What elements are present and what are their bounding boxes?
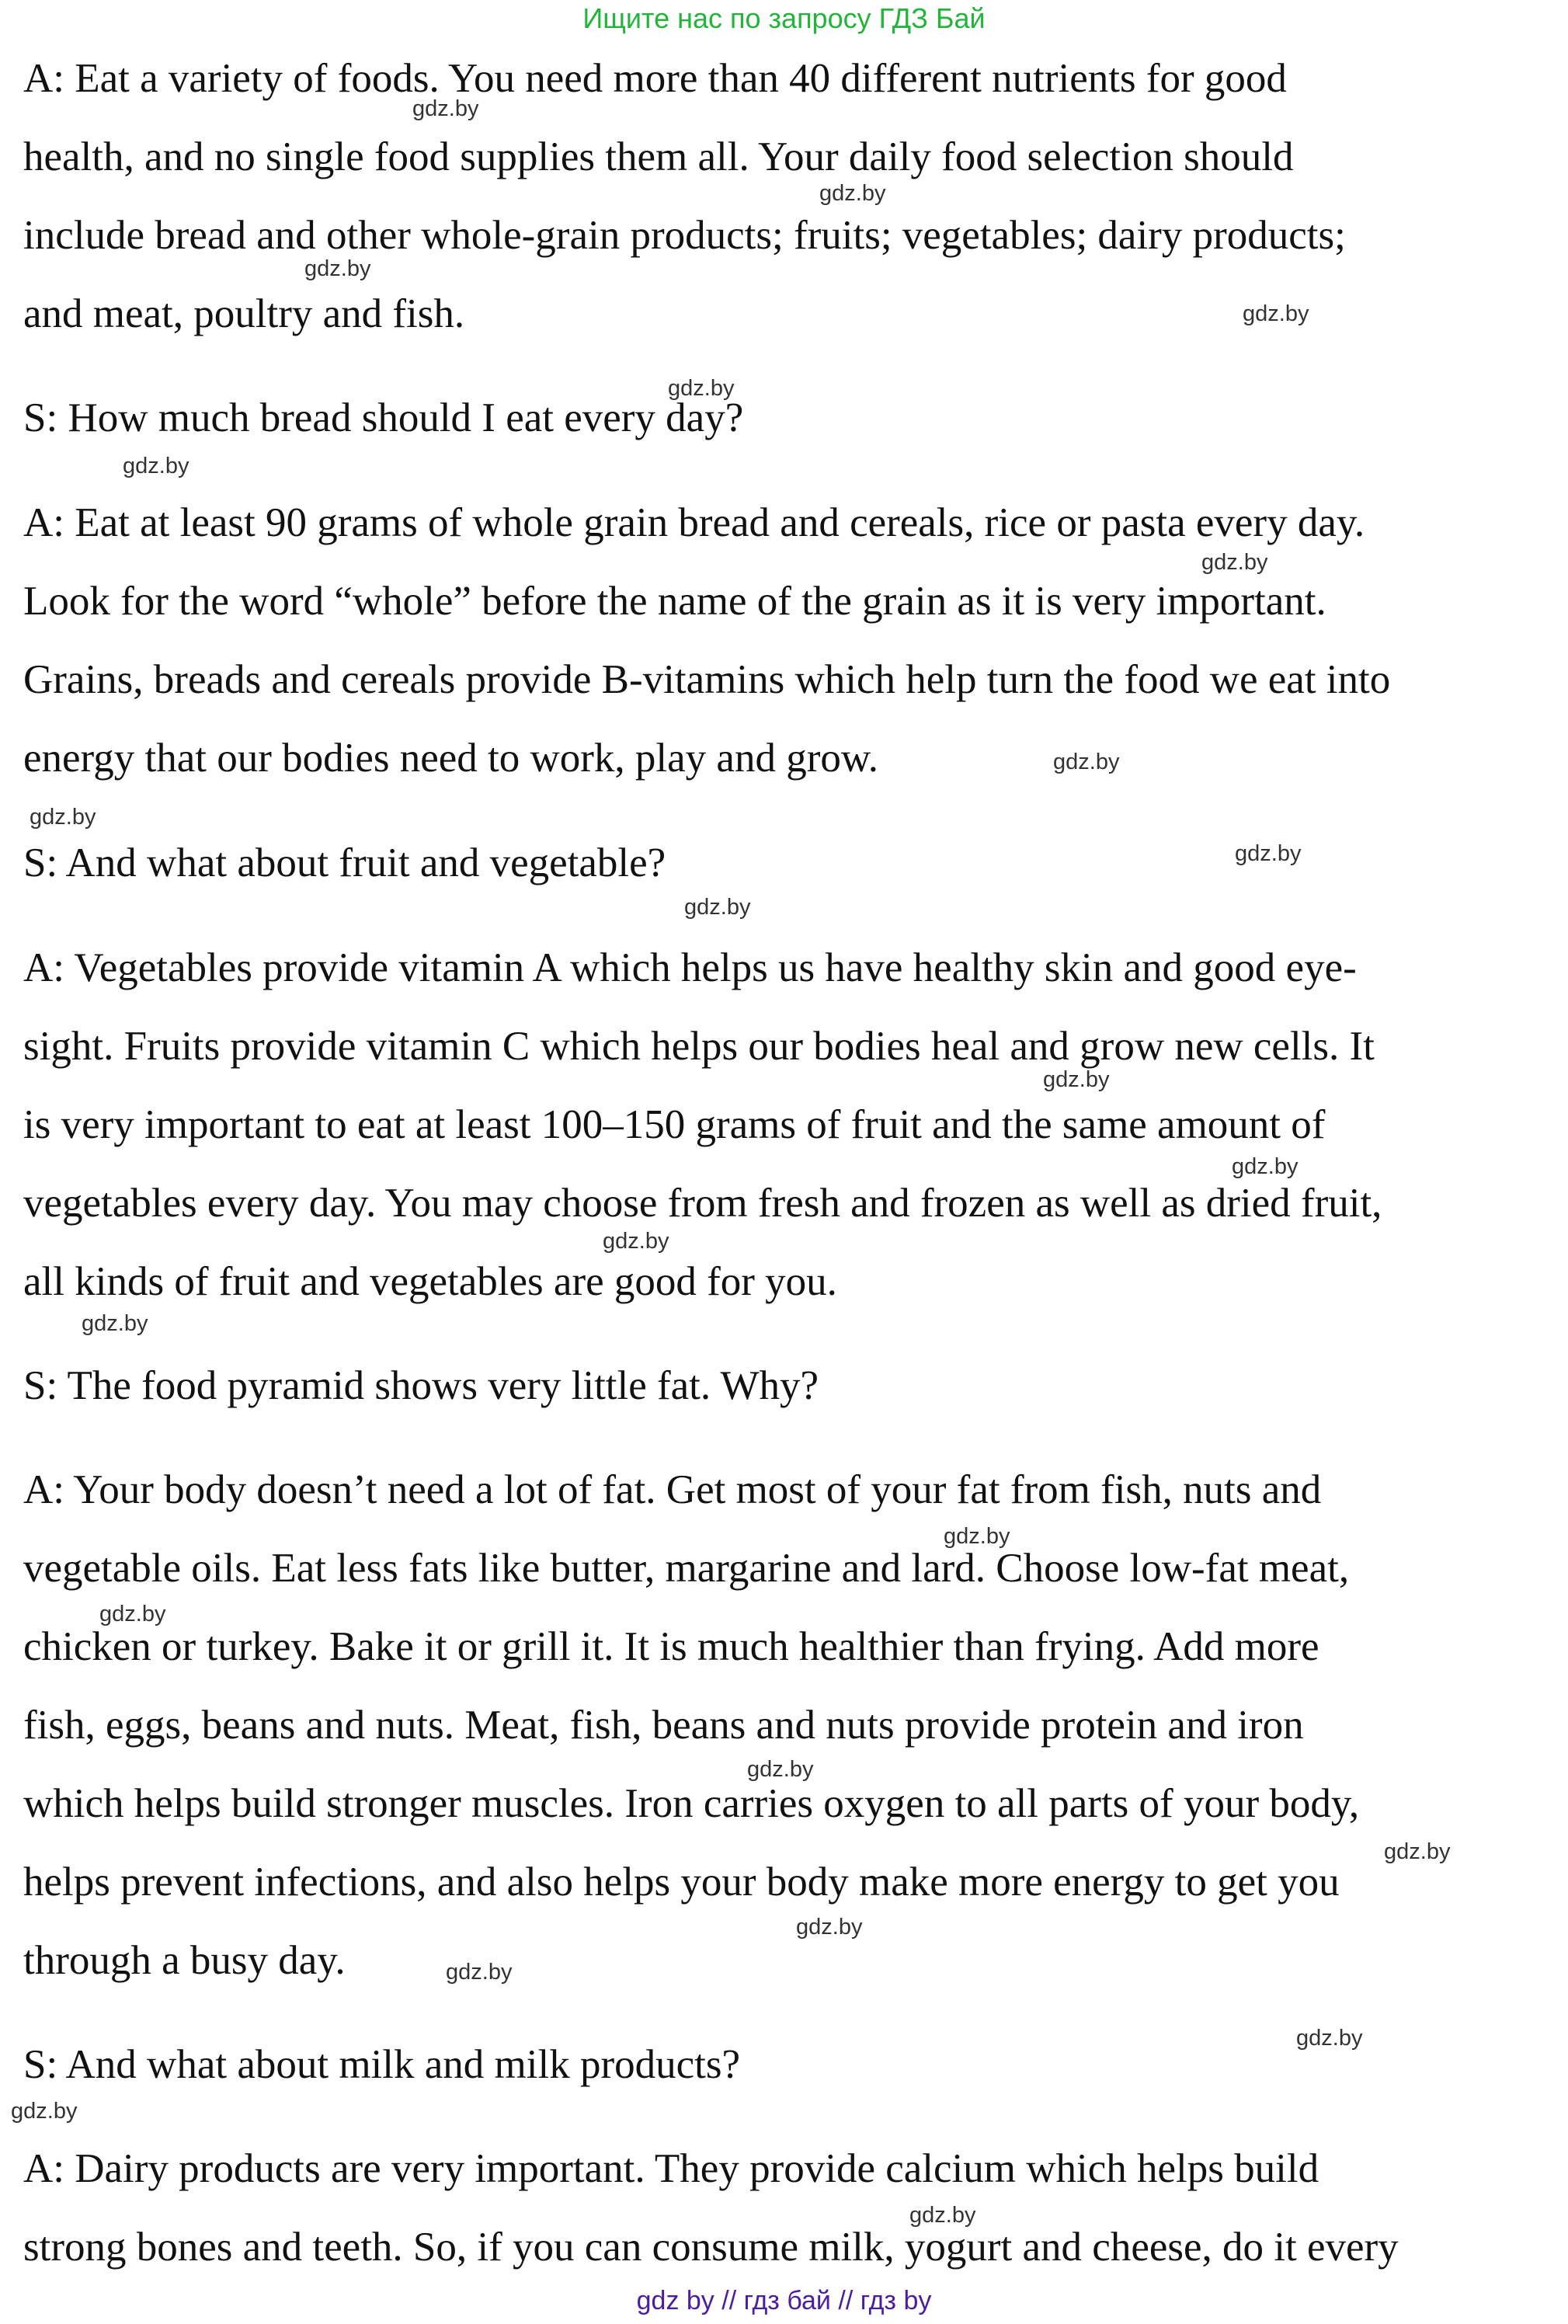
text-line: vegetables every day. You may choose from fresh and frozen as well as dried fruit, xyxy=(23,1181,1382,1226)
text-line: S: And what about fruit and vegetable? xyxy=(23,840,666,885)
watermark: gdz.by xyxy=(1384,1839,1451,1864)
text-line: is very important to eat at least 100–150 grams of fruit and the same amount of xyxy=(23,1102,1326,1147)
text-line: A: Your body doesn’t need a lot of fat. Get most of your fat from fish, nuts and xyxy=(23,1467,1322,1512)
footer-banner[interactable]: gdz by // гдз бай // гдз by xyxy=(636,2286,932,2315)
watermark: gdz.by xyxy=(1043,1067,1110,1092)
text-line: vegetable oils. Eat less fats like butter, margarine and lard. Choose low-fat meat, xyxy=(23,1546,1350,1591)
text-line: energy that our bodies need to work, play and grow. xyxy=(23,736,878,781)
watermark: gdz.by xyxy=(819,181,886,206)
watermark: gdz.by xyxy=(1243,301,1309,326)
watermark: gdz.by xyxy=(1235,841,1302,866)
watermark: gdz.by xyxy=(1053,750,1120,774)
text-line: fish, eggs, beans and nuts. Meat, fish, beans and nuts provide protein and iron xyxy=(23,1703,1304,1748)
text-line: helps prevent infections, and also helps your body make more energy to get you xyxy=(23,1860,1340,1905)
header-banner[interactable]: Ищите нас по запросу ГДЗ Бай xyxy=(582,2,986,34)
watermark: gdz.by xyxy=(123,454,189,478)
text-line: all kinds of fruit and vegetables are good for you. xyxy=(23,1259,837,1304)
text-line: A: Eat at least 90 grams of whole grain bread and cereals, rice or pasta every day. xyxy=(23,500,1365,545)
watermark: gdz.by xyxy=(796,1915,863,1940)
text-line: include bread and other whole-grain products; fruits; vegetables; dairy products; xyxy=(23,213,1346,258)
text-line: S: How much bread should I eat every day? xyxy=(23,395,744,440)
text-line: A: Dairy products are very important. They provide calcium which helps build xyxy=(23,2146,1319,2191)
watermark: gdz.by xyxy=(304,256,371,281)
watermark: gdz.by xyxy=(82,1311,148,1336)
text-line: health, and no single food supplies them all. Your daily food selection should xyxy=(23,134,1294,179)
watermark: gdz.by xyxy=(1296,2026,1363,2051)
text-line: and meat, poultry and fish. xyxy=(23,291,465,336)
watermark: gdz.by xyxy=(30,805,96,830)
text-line: chicken or turkey. Bake it or grill it. It is much healthier than frying. Add more xyxy=(23,1624,1319,1669)
text-line: Grains, breads and cereals provide B-vitamins which help turn the food we eat into xyxy=(23,657,1391,702)
watermark: gdz.by xyxy=(412,96,479,121)
text-line: sight. Fruits provide vitamin C which helps our bodies heal and grow new cells. It xyxy=(23,1024,1375,1069)
text-line: through a busy day. xyxy=(23,1938,346,1983)
watermark: gdz.by xyxy=(1201,550,1268,575)
watermark: gdz.by xyxy=(944,1524,1010,1549)
text-line: Look for the word “whole” before the name of the grain as it is very important. xyxy=(23,579,1326,624)
watermark: gdz.by xyxy=(11,2099,78,2124)
watermark: gdz.by xyxy=(1232,1154,1299,1179)
watermark: gdz.by xyxy=(603,1229,669,1254)
watermark: gdz.by xyxy=(684,895,751,920)
watermark: gdz.by xyxy=(909,2203,976,2228)
watermark: gdz.by xyxy=(668,376,735,401)
text-line: A: Eat a variety of foods. You need more than 40 different nutrients for good xyxy=(23,56,1287,101)
watermark: gdz.by xyxy=(747,1757,814,1782)
text-line: S: The food pyramid shows very little fat. Why? xyxy=(23,1363,819,1408)
watermark: gdz.by xyxy=(446,1960,513,1985)
text-line: strong bones and teeth. So, if you can consume milk, yogurt and cheese, do it every xyxy=(23,2225,1399,2270)
text-line: S: And what about milk and milk products? xyxy=(23,2042,740,2087)
watermark: gdz.by xyxy=(99,1602,166,1626)
text-line: A: Vegetables provide vitamin A which helps us have healthy skin and good eye- xyxy=(23,945,1357,990)
text-line: which helps build stronger muscles. Iron carries oxygen to all parts of your body, xyxy=(23,1781,1360,1826)
